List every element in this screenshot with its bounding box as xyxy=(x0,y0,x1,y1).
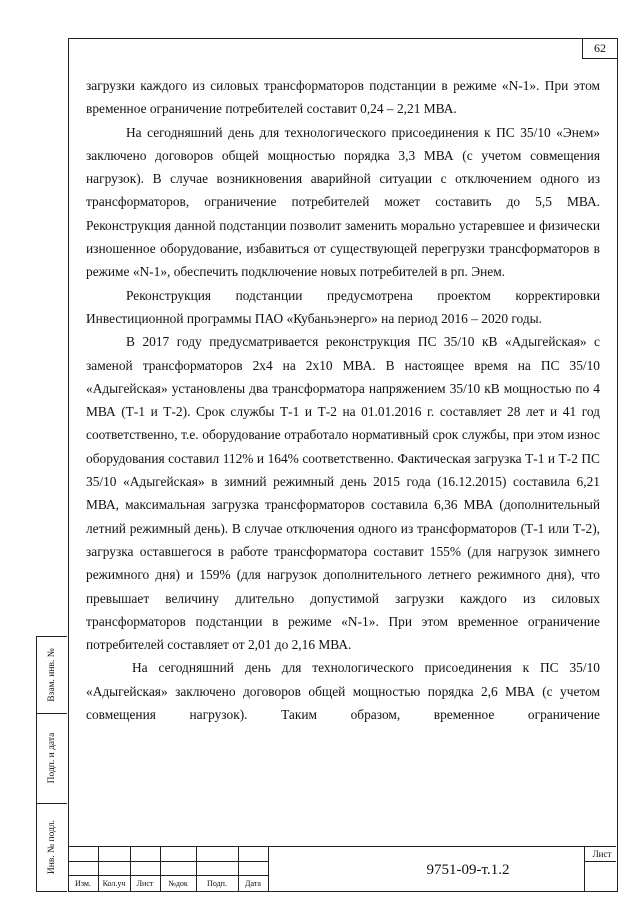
stamp-divider xyxy=(268,847,269,891)
document-code: 9751-09-т.1.2 xyxy=(426,862,510,878)
side-stamp xyxy=(36,636,67,892)
stamp-col-change: Изм. xyxy=(75,879,91,888)
side-label-original: Инв. № подл. xyxy=(47,819,57,875)
sheet-box-divider xyxy=(584,861,616,862)
side-cell-original xyxy=(37,803,67,891)
page-number: 62 xyxy=(582,38,617,59)
title-block xyxy=(68,846,616,891)
stamp-col-docnum: №док xyxy=(168,879,188,888)
document-body xyxy=(86,74,600,726)
stamp-col-count: Кол.уч xyxy=(102,879,126,888)
sheet-label: Лист xyxy=(592,849,612,859)
paragraph: На сегодняшний день для технологического присоединения к ПС 35/10 «Адыгейская» заключено договоров общей мощностью порядка 2,6 МВА (с учетом совмещения нагрузок). Таким образом, временное ограничение xyxy=(86,660,600,723)
paragraph: В 2017 году предусматривается реконструкция ПС 35/10 кВ «Адыгейская» с заменой трансформаторов 2х4 на 2х10 МВА. В настоящее время на ПС 35/10 «Адыгейская» установлены два трансформатора напряжением 35/10 кВ мощностью по 4 МВА (Т-1 и Т-2). Срок службы Т-1 и Т-2 на 01.01.2016 г. составляет 28 лет и 41 год соответственно, т.е. оборудование отработало нормативный срок службы, при этом износ оборудования составил 112% и 164% соответственно. Фактическая загрузка Т-1 и Т-2 ПС 35/10 «Адыгейская» в зимний режимный день 2015 года (16.12.2015) составила 6,21 МВА, максимальная загрузка трансформаторов составила 6,36 МВА (дополнительный летний режимный день). В случае отключения одного из трансформаторов (Т-1 или Т-2), загрузка оставшегося в работе трансформатора составит 155% (для нагрузок зимнего режимного дня) и 159% (для нагрузок дополнительного летнего режимного дня), что превышает величину длительно допустимой загрузки каждого из силовых трансформаторов подстанции в режиме «N-1». При этом временное ограничение потребителей составляет от 2,01 до 2,16 МВА. xyxy=(86,334,600,653)
stamp-col-sheet: Лист xyxy=(136,879,154,888)
side-label-signature: Подп. и дата xyxy=(47,732,57,784)
side-cell-signature xyxy=(37,713,67,804)
stamp-col-signature: Подп. xyxy=(207,879,227,888)
side-cell-replacement xyxy=(37,637,67,714)
paragraph: На сегодняшний день для технологического присоединения к ПС 35/10 «Энем» заключено договоров общей мощностью порядка 3,3 МВА (с учетом совмещения нагрузок). В случае возникновения аварийной ситуации с отключением одного из трансформаторов, ограничение потребителей может составить до 5,5 МВА. Реконструкция данной подстанции позволит заменить морально устаревшее и физически изношенное оборудование, избавиться от существующей перегрузки трансформаторов в режиме «N-1», обеспечить подключение новых потребителей в рп. Энем. xyxy=(86,124,600,280)
side-label-replacement: Взам. инв. № xyxy=(47,648,57,702)
stamp-col-date: Дата xyxy=(245,879,261,888)
paragraph: загрузки каждого из силовых трансформаторов подстанции в режиме «N-1». При этом временное ограничение потребителей составит 0,24 – 2,21 МВА. xyxy=(86,78,600,117)
paragraph: Реконструкция подстанции предусмотрена проектом корректировки Инвестиционной программы ПАО «Кубаньэнерго» на период 2016 – 2020 годы. xyxy=(86,287,600,326)
